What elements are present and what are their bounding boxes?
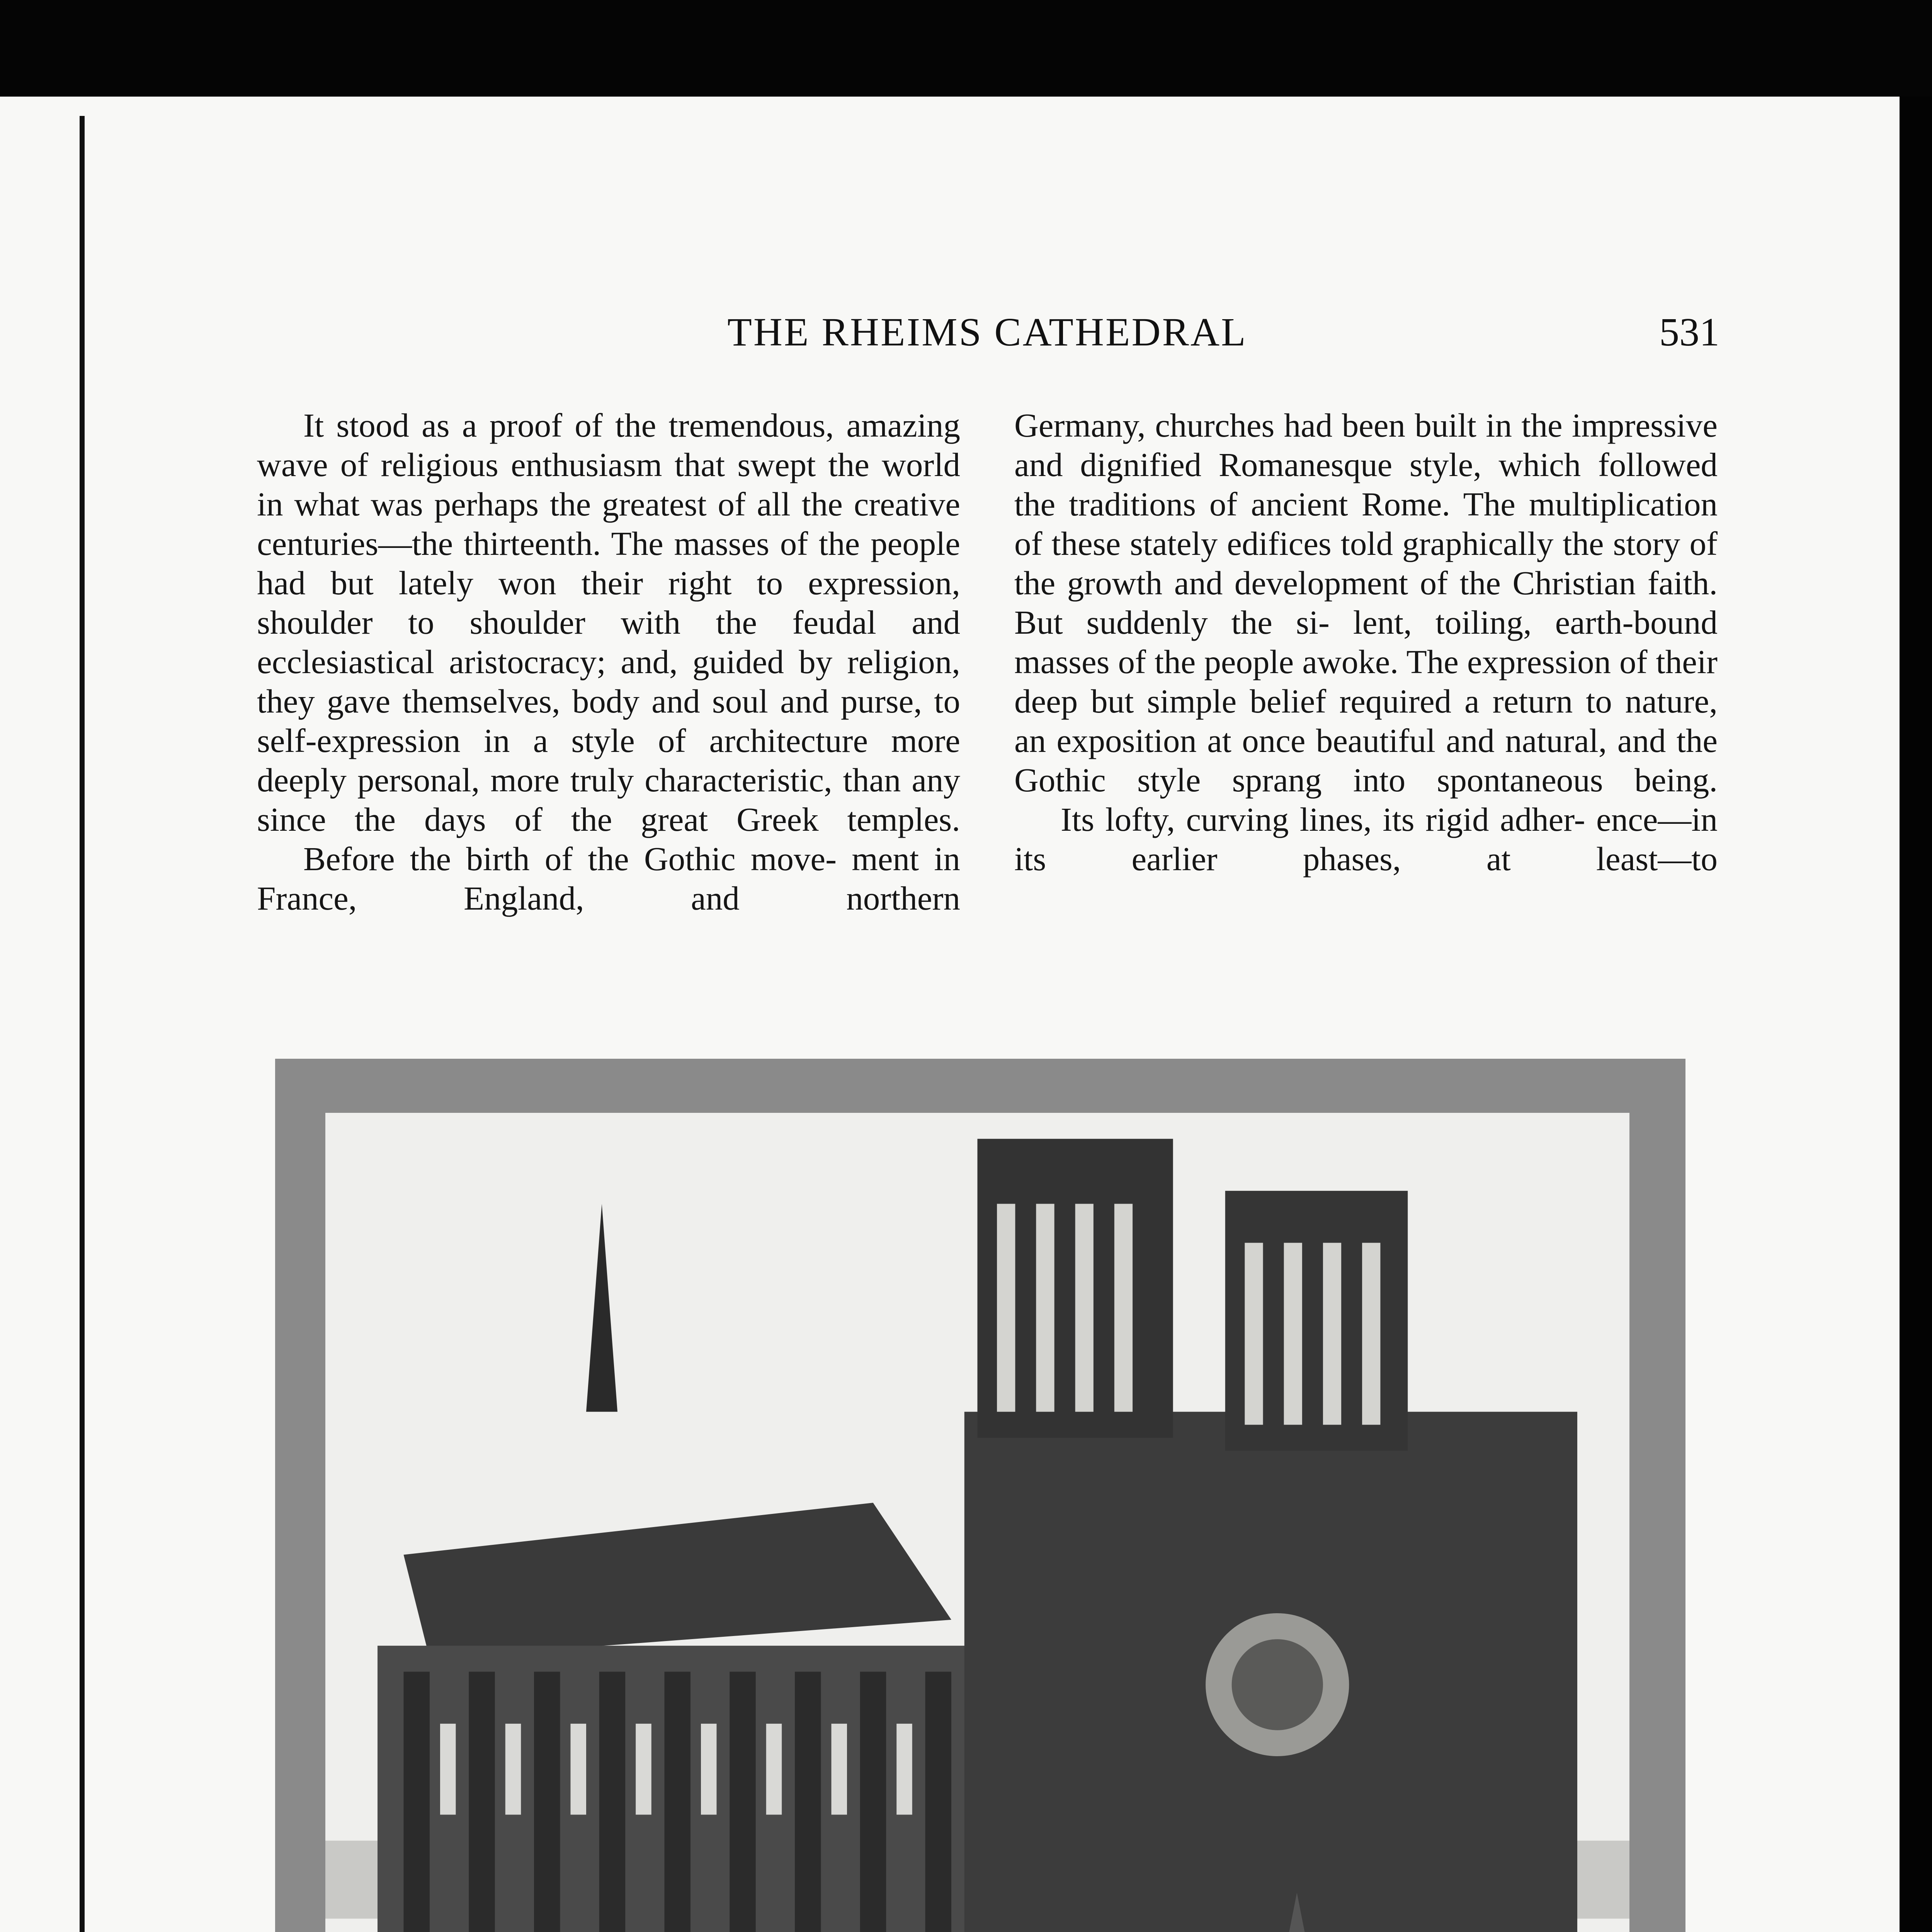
binding-line [80, 116, 85, 1932]
photo-frame [275, 1059, 1685, 1932]
text-column-left [257, 406, 960, 918]
paragraph: Germany, churches had been built in the impressive and dignified Romanesque style, which followed the traditions of ancient Rome. The multiplication of these stately edifices told graphically the story of the growth and development of the Christian faith. But suddenly the si- lent, toiling, earth-bound masses of the people awoke. The expression of their deep but simple belief required a return to nature, an exposition at once beautiful and natural, and the Gothic style sprang into spontaneous being. [1014, 406, 1718, 799]
page-number: 531 [1659, 310, 1719, 354]
paragraph: Its lofty, curving lines, its rigid adher- ence—in its earlier phases, at least—to [1014, 801, 1718, 878]
paragraph: Before the birth of the Gothic move- ment in France, England, and northern [257, 840, 960, 917]
scan-border [1900, 97, 1932, 1932]
text-column-right [1014, 406, 1718, 879]
cathedral-photo [325, 1113, 1629, 1932]
page-header [255, 309, 1719, 367]
cathedral-illustration [325, 1113, 1629, 1932]
running-head: THE RHEIMS CATHEDRAL [727, 310, 1247, 354]
paragraph: It stood as a proof of the tremendous, amazing wave of religious enthusiasm that swept the world in what was perhaps the greatest of all the creative centuries—the thirteenth. The masses of the people had but lately won their right to expression, shoulder to shoulder with the feudal and ecclesiastical aristocracy; and, guided by religion, they gave themselves, body and soul and purse, to self-expression in a style of architecture more deeply personal, more truly characteristic, than any since the days of the great Greek temples. [257, 406, 960, 838]
